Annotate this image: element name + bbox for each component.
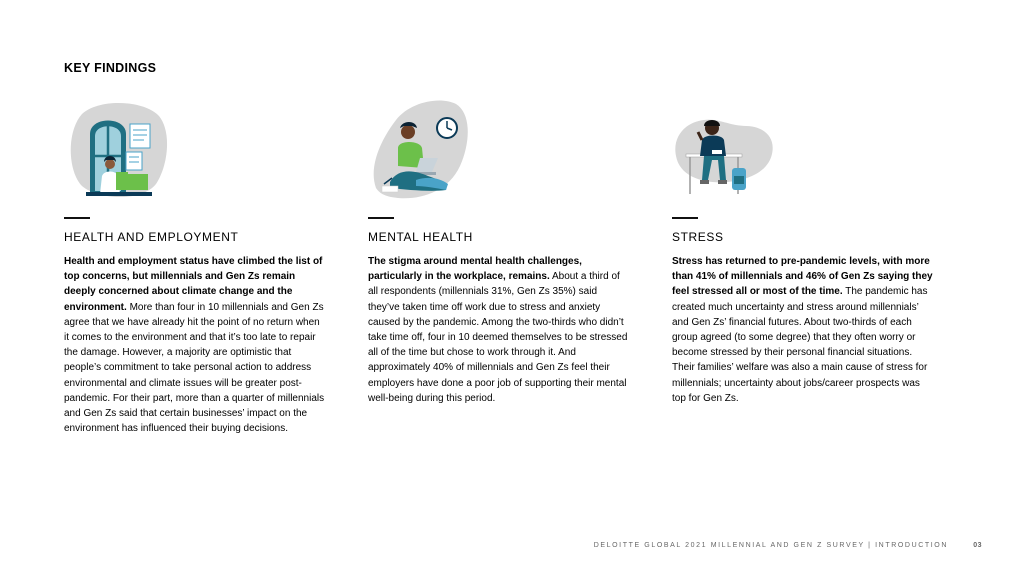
section-lead: The stigma around mental health challenges, particularly in the workplace, remains. xyxy=(368,256,582,283)
section-rule xyxy=(672,217,698,219)
section-detail: The pandemic has created much uncertainty and stress around millennials’ and Gen Zs’ financial futures. About two-thirds of each group agreed (to some degree) that they often worry or become stressed by their personal financial situations. Their families’ welfare was also a main cause of stress for millennials; uncertainty about jobs/career prospects was top for Gen Zs. xyxy=(672,286,928,404)
finding-stress xyxy=(672,96,942,404)
section-rule xyxy=(64,217,90,219)
page-number: 03 xyxy=(973,542,982,549)
section-heading: HEALTH AND EMPLOYMENT xyxy=(64,230,239,244)
section-heading: STRESS xyxy=(672,230,724,244)
stress-illustration xyxy=(672,96,782,206)
section-body xyxy=(368,254,630,406)
finding-health-employment xyxy=(64,96,334,435)
health-employment-illustration xyxy=(64,96,174,206)
footer-text: DELOITTE GLOBAL 2021 MILLENNIAL AND GEN Z SURVEY | INTRODUCTION xyxy=(593,542,948,549)
page-title: KEY FINDINGS xyxy=(64,61,157,75)
section-body xyxy=(672,254,934,406)
section-detail: More than four in 10 millennials and Gen Zs agree that we have already hit the point of no return when it comes to the environment and that it’s too late to repair the damage. However, a majority are optimistic that people’s commitment to take personal action to address environmental and climate issues will be greater post-pandemic. For their part, more than a quarter of millennials and Gen Zs said that certain businesses’ impact on the environment has influenced their buying decisions. xyxy=(64,301,325,435)
section-lead: Health and employment status have climbed the list of top concerns, but millennials and Gen Zs remain deeply concerned about climate change and the environment. xyxy=(64,256,323,313)
section-rule xyxy=(368,217,394,219)
finding-mental-health xyxy=(368,96,638,404)
section-lead: Stress has returned to pre-pandemic levels, with more than 41% of millennials and 46% of Gen Zs saying they feel stressed all or most of the time. xyxy=(672,256,933,298)
section-detail: About a third of all respondents (millennials 31%, Gen Zs 35%) said they’ve taken time off work due to stress and anxiety caused by the pandemic. Among the two-thirds who didn’t take time off, four in 10 deemed themselves to be stressed all of the time but chose to work through it. And approximately 40% of millennials and Gen Zs feel their employers have done a poor job of supporting their mental well-being during this period. xyxy=(368,271,628,404)
section-heading: MENTAL HEALTH xyxy=(368,230,473,244)
section-body xyxy=(64,254,326,436)
mental-health-illustration xyxy=(368,96,478,206)
